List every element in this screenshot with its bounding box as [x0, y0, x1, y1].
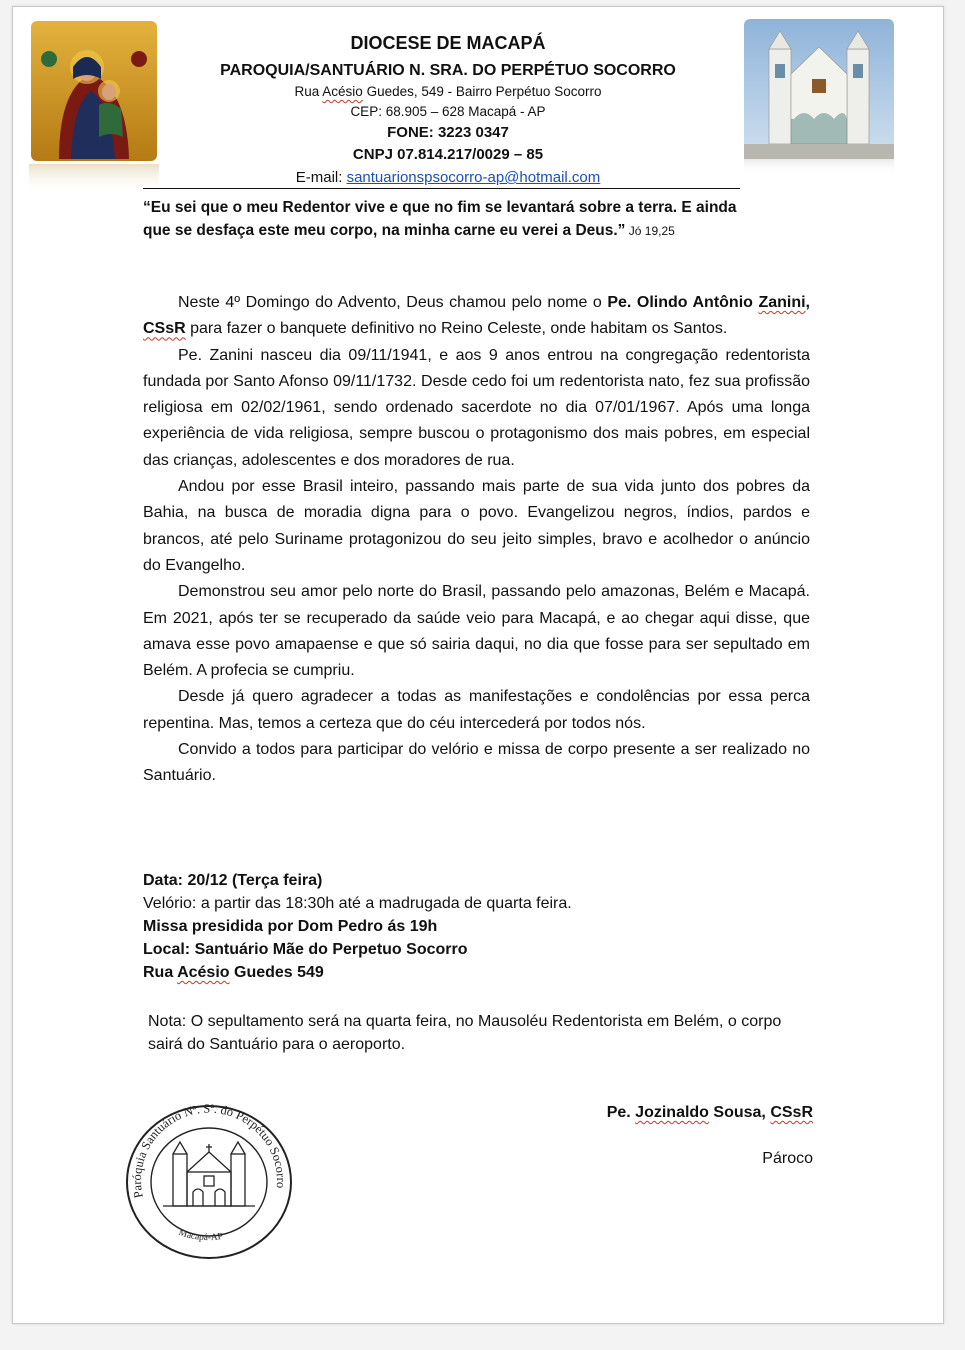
paragraph: Convido a todos para participar do velório e missa de corpo presente a ser realizado no Santuário. — [143, 741, 810, 785]
church-photo-image — [744, 19, 894, 174]
header-divider — [143, 188, 740, 189]
event-street: Rua Acésio Guedes 549 — [143, 964, 324, 981]
burial-note: Nota: O sepultamento será na quarta feira, no Mausoléu Redentorista em Belém, o corpo sairá do Santuário para o aeroporto. — [148, 1013, 782, 1053]
event-date: Data: 20/12 (Terça feira) — [143, 872, 323, 889]
stamp-text-top: Paróquia Santuário Nª. Sª. do Perpétuo Socorro — [129, 1101, 289, 1200]
address-line: Rua Acésio Guedes, 549 - Bairro Perpétuo Socorro — [294, 84, 602, 99]
paragraph: Desde já quero agradecer a todas as manifestações e condolências por essa perca repentina. Mas, temos a certeza que do céu intercederá por todos nós. — [143, 688, 810, 732]
cep-line: CEP: 68.905 – 628 Macapá - AP — [350, 104, 546, 119]
email-line: E-mail: santuarionspsocorro-ap@hotmail.com — [295, 169, 601, 186]
parish-name: PAROQUIA/SANTUÁRIO N. SRA. DO PERPÉTUO SOCORRO — [220, 62, 676, 79]
paragraph: Andou por esse Brasil inteiro, passando mais parte de sua vida junto dos pobres da Bahia, na busca de moradia digna para o povo. Evangelizou negros, índios, pardos e brancos, até pelo Suriname protagonizou do seu jeito simples, bravo e acolhedor o anúncio do Evangelho. — [143, 478, 810, 574]
email-link[interactable]: santuarionspsocorro-ap@hotmail.com — [346, 169, 601, 186]
cnpj-line: CNPJ 07.814.217/0029 – 85 — [352, 146, 544, 163]
mass-info: Missa presidida por Dom Pedro ás 19h — [143, 918, 438, 935]
event-location: Local: Santuário Mãe do Perpetuo Socorro — [143, 941, 468, 958]
signature-role: Pároco — [762, 1150, 813, 1167]
signature-name: Pe. Jozinaldo Sousa, CSsR — [606, 1104, 813, 1121]
document-page — [12, 6, 944, 1324]
bible-quote: “Eu sei que o meu Redentor vive e que no fim se levantará sobre a terra. E ainda que se desfaça este meu corpo, na minha carne eu verei a Deus.” Jó 19,25 — [143, 199, 737, 239]
quote-reference: Jó 19,25 — [625, 224, 675, 238]
paragraph: Neste 4º Domingo do Advento, Deus chamou pelo nome o Pe. Olindo Antônio Zanini, CSsR para fazer o banquete definitivo no Reino Celeste, onde habitam os Santos. — [143, 294, 810, 338]
diocese-title: DIOCESE DE MACAPÁ — [350, 33, 546, 53]
letter-body — [143, 290, 810, 790]
parish-stamp-seal — [113, 1082, 303, 1267]
stamp-text-bottom: Macapá-AP — [177, 1227, 224, 1244]
letterhead — [173, 31, 723, 189]
wake-time: Velório: a partir das 18:30h até a madrugada de quarta feira. — [143, 895, 572, 912]
paragraph: Pe. Zanini nasceu dia 09/11/1941, e aos 9 anos entrou na congregação redentorista fundada por Santo Afonso 09/11/1732. Desde cedo foi um redentorista nato, fez sua profissão religiosa em 02/02/1961, sendo ordenado sacerdote no dia 07/01/1967. Após uma longa experiência de vida religiosa, sempre buscou o protagonismo dos mais pobres, em especial das crianças, adolescentes e dos moradores de rua. — [143, 346, 810, 469]
event-details — [143, 869, 823, 984]
paragraph: Demonstrou seu amor pelo norte do Brasil, passando pelo amazonas, Belém e Macapá. Em 2021, após ter se recuperado da saúde veio para Macapá, e ao chegar aqui disse, que amava esse povo amapaense e que só sairia daqui, no dia que fosse para ser sepultado em Belém. A profecia se cumpriu. — [143, 583, 810, 680]
perpetual-help-icon-image — [29, 19, 159, 194]
phone-line: FONE: 3223 0347 — [387, 124, 509, 141]
